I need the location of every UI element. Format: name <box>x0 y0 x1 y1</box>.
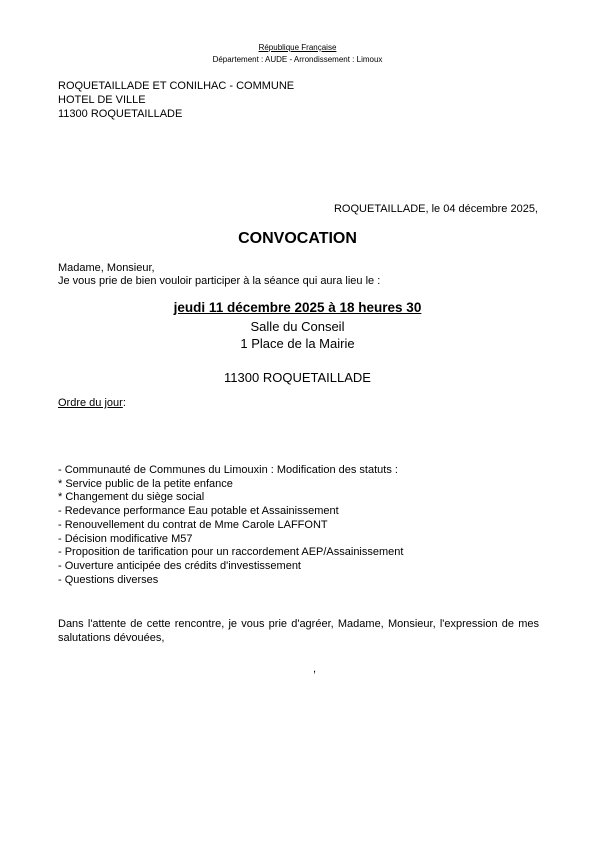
agenda-list <box>58 464 403 587</box>
document-title: CONVOCATION <box>238 230 357 247</box>
agenda-item: - Renouvellement du contrat de Mme Carole LAFFONT <box>58 518 328 531</box>
sender-line: HOTEL DE VILLE <box>58 94 146 106</box>
agenda-label-colon: : <box>122 397 126 409</box>
agenda-label <box>58 397 126 410</box>
meeting-venue <box>0 318 595 352</box>
agenda-item: - Proposition de tarification pour un raccordement AEP/Assainissement <box>58 546 404 559</box>
meeting-address: 1 Place de la Mairie <box>240 336 355 351</box>
salutation <box>58 262 380 288</box>
agenda-item: - Communauté de Communes du Limouxin : Modification des statuts : <box>58 464 398 476</box>
republic-heading: République Française <box>258 43 337 52</box>
sender-line: ROQUETAILLADE ET CONILHAC - COMMUNE <box>58 80 295 92</box>
agenda-label-text: Ordre du jour <box>58 397 123 409</box>
salutation-line: Je vous prie de bien vouloir participer à la séance qui aura lieu le : <box>58 275 381 287</box>
agenda-item: * Changement du siège social <box>58 491 205 504</box>
meeting-datetime: jeudi 11 décembre 2025 à 18 heures 30 <box>173 300 422 315</box>
agenda-item: - Questions diverses <box>58 573 159 586</box>
date-line: ROQUETAILLADE, le 04 décembre 2025, <box>333 203 538 215</box>
department-line: Département : AUDE - Arrondissement : Limoux <box>212 55 383 64</box>
agenda-item: - Décision modificative M57 <box>58 532 193 545</box>
agenda-item: - Redevance performance Eau potable et Assainissement <box>58 505 339 518</box>
salutation-line: Madame, Monsieur, <box>58 262 155 274</box>
meeting-city: 11300 ROQUETAILLADE <box>224 370 371 385</box>
signature-comma: , <box>313 663 317 675</box>
sender-address <box>58 79 294 121</box>
agenda-item: * Service public de la petite enfance <box>58 477 233 490</box>
sender-line: 11300 ROQUETAILLADE <box>58 108 183 120</box>
meeting-room: Salle du Conseil <box>250 319 345 334</box>
agenda-item: - Ouverture anticipée des crédits d'investissement <box>58 559 301 572</box>
closing-paragraph: Dans l'attente de cette rencontre, je vous prie d'agréer, Madame, Monsieur, l'expression de mes salutations dévouées, <box>58 618 539 644</box>
